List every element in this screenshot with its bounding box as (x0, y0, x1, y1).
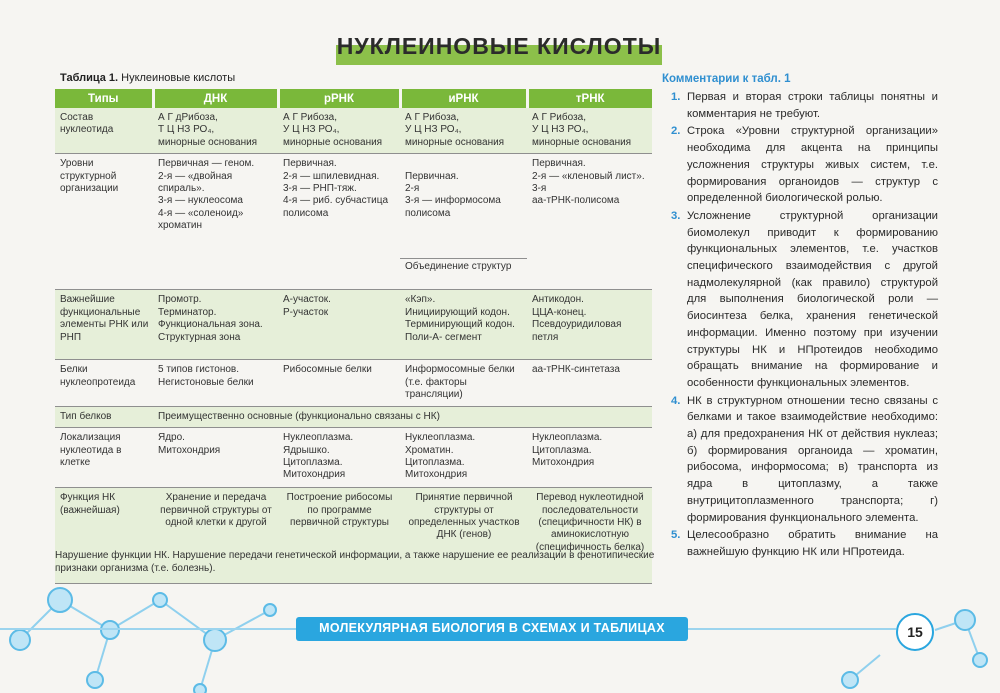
comment-item (662, 527, 938, 560)
title-text: НУКЛЕИНОВЫЕ КИСЛОТЫ (336, 33, 662, 59)
table-cell: Антикодон. ЦЦА-конец. Псевдоуридиловая петля (527, 290, 652, 360)
header-dna: ДНК (153, 89, 278, 108)
table-row (55, 428, 652, 488)
table-header-row (55, 89, 652, 108)
table-cell: А-участок. Р-участок (278, 290, 400, 360)
comment-text: НК в структурном отношении тесно связаны с белками и такое взаимодействие необходимо: а) для предохранения НК от действия нуклеаз; б) формирования органоида — хроматин, рибосома, информосома; в) транспорта из ядра в цитоплазму, а также внутрицитоплазменного транспорта; г) формирования функционального элемента. (687, 394, 938, 524)
table-cell: 5 типов гистонов. Негистоновые белки (153, 360, 278, 406)
comment-item (662, 393, 938, 527)
comment-number: 5. (671, 529, 681, 542)
header-mrna: иРНК (400, 89, 527, 108)
comment-number: 3. (671, 209, 681, 222)
table-cell: Рибосомные белки (278, 360, 400, 406)
page-number: 15 (896, 613, 934, 651)
table-cell-text: Первичная. 2-я 3-я — информосома полисома (405, 170, 501, 219)
table-cell: Нуклеоплазма. Цитоплазма. Митохондрия (527, 428, 652, 488)
footer-line-left (0, 628, 296, 630)
table-cell-span: Преимущественно основные (функционально связаны с НК) (153, 406, 652, 427)
table-cell: А Г Рибоза, У Ц НЗ РО₄, минорные основания (527, 108, 652, 154)
row-label: Состав нуклеотида (55, 108, 153, 154)
comment-text: Целесообразно обратить внимание на важнейшую функцию НК или НПротеида. (687, 529, 938, 558)
table-caption (60, 72, 235, 84)
comment-number: 4. (671, 394, 681, 407)
table-cell: аа-тРНК-синтетаза (527, 360, 652, 406)
comment-text: Строка «Уровни структурной организации» необходима для акцента на принципы усложнения структуры живых систем, т.е. формирования органоидов — структур с определенной биологической ролью. (687, 125, 938, 205)
comment-item (662, 123, 938, 207)
comment-number: 1. (671, 91, 681, 103)
comments-title: Комментарии к табл. 1 (662, 73, 791, 85)
row-label: Функция НК (важнейшая) (55, 488, 153, 584)
row-label: Важнейшие функциональные элементы РНК или РНП (55, 290, 153, 360)
table-row (55, 108, 652, 154)
row-label: Уровни структурной организации (55, 154, 153, 290)
table-caption-label: Таблица 1. (60, 72, 119, 84)
footer-line-right (688, 628, 896, 630)
table-cell: А Г дРибоза, Т Ц НЗ РО₄, минорные основания (153, 108, 278, 154)
table-cell: Нуклеоплазма. Хроматин. Цитоплазма. Митохондрия (400, 428, 527, 488)
table-cell: «Кэп». Инициирующий кодон. Терминирующий кодон. Поли-А- сегмент (400, 290, 527, 360)
table-row (55, 360, 652, 406)
header-rrna: рРНК (278, 89, 400, 108)
table-cell: А Г Рибоза, У Ц НЗ РО₄, минорные основания (400, 108, 527, 154)
table-caption-text: Нуклеиновые кислоты (118, 72, 236, 84)
comments-section (662, 73, 938, 562)
table-cell: Промотр. Терминатор. Функциональная зона. Структурная зона (153, 290, 278, 360)
footer-banner-text: МОЛЕКУЛЯРНАЯ БИОЛОГИЯ В СХЕМАХ И ТАБЛИЦАХ (319, 621, 665, 635)
merged-structures-note: Объединение структур (400, 258, 527, 273)
table-cell: Построение рибосомы по программе первичной структуры (278, 488, 400, 584)
table-cell: Информосомные белки (т.е. факторы трансляции) (400, 360, 527, 406)
page-title (336, 31, 662, 67)
header-trna: тРНК (527, 89, 652, 108)
header-types: Типы (55, 89, 153, 108)
table-cell: Первичная. 2-я — «кленовый лист». 3-я аа-тРНК-полисома (527, 154, 652, 290)
table-cell: Принятие первичной структуры от определенных участков ДНК (генов) (400, 488, 527, 584)
row-label: Локализация нуклеотида в клетке (55, 428, 153, 488)
table-row (55, 406, 652, 427)
table-cell: Первичная — геном. 2-я — «двойная спираль». 3-я — нуклеосома 4-я — «соленоид» хроматин (153, 154, 278, 290)
comment-number: 2. (671, 125, 681, 138)
row-label: Белки нуклеопротеида (55, 360, 153, 406)
table-row (55, 154, 652, 290)
comment-item (662, 208, 938, 392)
table-cell: Хранение и передача первичной структуры от одной клетки к другой (153, 488, 278, 584)
table-cell: А Г Рибоза, У Ц НЗ РО₄, минорные основания (278, 108, 400, 154)
comment-text: Первая и вторая строки таблицы понятны и комментария не требуют. (687, 91, 938, 120)
table-cell: Нуклеоплазма. Ядрышко. Цитоплазма. Митохондрия (278, 428, 400, 488)
row-label: Тип белков (55, 406, 153, 427)
table-cell: Ядро. Митохондрия (153, 428, 278, 488)
footnote: Нарушение функции НК. Нарушение передачи генетической информации, а также нарушение ее реализации в фенотипические признаки организма (т.е. болезнь). (55, 550, 655, 574)
table-row (55, 290, 652, 360)
nucleic-acids-table (55, 89, 652, 584)
table-cell: Перевод нуклеотидной последовательности (специфичности НК) в аминокислотную (специфичность белка) (527, 488, 652, 584)
table-cell (400, 154, 527, 290)
table-cell: Первичная. 2-я — шпилевидная. 3-я — РНП-тяж. 4-я — риб. субчастица полисома (278, 154, 400, 290)
comment-item (662, 89, 938, 122)
comment-text: Усложнение структурной организации биомолекул приводит к формированию функциональных элементов, т.е. участков специфического взаимодействия с другой надмолекулярной (как правило) структурой для выполнения биологической роли — биосинтеза белка, хранения генетической информации. Именно поэтому при изучении структуры НК и НПротеидов необходимо обращать внимание на формирование и особенности функциональных элементов. (687, 209, 938, 389)
